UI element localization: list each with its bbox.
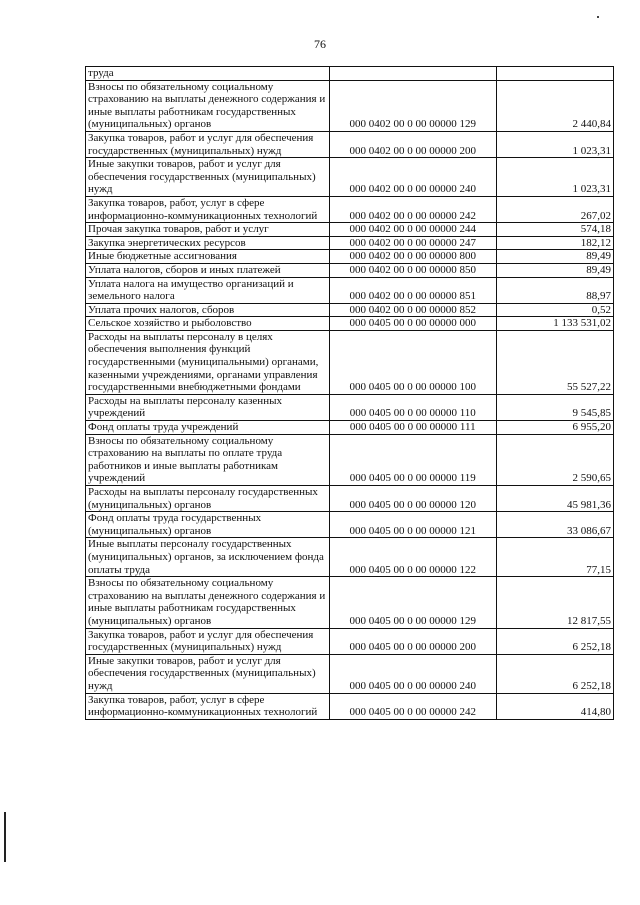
table-row [86,330,614,394]
budget-code-cell: 000 0405 00 0 00 00000 120 [329,486,496,512]
amount-cell: 45 981,36 [496,486,613,512]
expense-name-cell: Закупка товаров, работ, услуг в сфере информационно-коммуникационных технологий [86,693,330,719]
budget-code-cell: 000 0405 00 0 00 00000 122 [329,538,496,577]
budget-code-cell: 000 0405 00 0 00 00000 110 [329,394,496,420]
budget-code-cell [329,67,496,81]
table-row [86,250,614,264]
expense-name-cell: Расходы на выплаты персоналу казенных учреждений [86,394,330,420]
amount-cell: 55 527,22 [496,330,613,394]
expense-name-cell: Закупка товаров, работ, услуг в сфере информационно-коммуникационных технологий [86,196,330,222]
table-row [86,654,614,693]
amount-cell: 89,49 [496,263,613,277]
amount-cell: 0,52 [496,303,613,317]
budget-code-cell: 000 0405 00 0 00 00000 121 [329,512,496,538]
expense-name-cell: Иные выплаты персоналу государственных (муниципальных) органов, за исключением фонда оплаты труда [86,538,330,577]
budget-code-cell: 000 0405 00 0 00 00000 100 [329,330,496,394]
budget-code-cell: 000 0402 00 0 00 00000 244 [329,223,496,237]
table-row [86,236,614,250]
table-row [86,317,614,331]
table-row [86,80,614,131]
expense-name-cell: Закупка энергетических ресурсов [86,236,330,250]
amount-cell: 2 440,84 [496,80,613,131]
table-row [86,131,614,157]
expense-name-cell: Расходы на выплаты персоналу государственных (муниципальных) органов [86,486,330,512]
budget-table [85,66,614,720]
expense-name-cell: труда [86,67,330,81]
budget-code-cell: 000 0405 00 0 00 00000 200 [329,628,496,654]
budget-code-cell: 000 0405 00 0 00 00000 111 [329,421,496,435]
expense-name-cell: Сельское хозяйство и рыболовство [86,317,330,331]
budget-code-cell: 000 0405 00 0 00 00000 119 [329,434,496,485]
amount-cell: 6 955,20 [496,421,613,435]
table-row [86,486,614,512]
expense-name-cell: Иные закупки товаров, работ и услуг для обеспечения государственных (муниципальных) нужд [86,158,330,197]
budget-code-cell: 000 0402 00 0 00 00000 129 [329,80,496,131]
table-row [86,628,614,654]
expense-name-cell: Взносы по обязательному социальному страхованию на выплаты денежного содержания и иные выплаты работникам государственных (муниципальных) органов [86,80,330,131]
table-row [86,263,614,277]
budget-code-cell: 000 0402 00 0 00 00000 247 [329,236,496,250]
budget-code-cell: 000 0402 00 0 00 00000 240 [329,158,496,197]
table-row [86,223,614,237]
expense-name-cell: Иные бюджетные ассигнования [86,250,330,264]
budget-code-cell: 000 0405 00 0 00 00000 000 [329,317,496,331]
budget-code-cell: 000 0402 00 0 00 00000 852 [329,303,496,317]
amount-cell: 6 252,18 [496,654,613,693]
budget-code-cell: 000 0405 00 0 00 00000 240 [329,654,496,693]
table-row [86,693,614,719]
table-row [86,394,614,420]
amount-cell [496,67,613,81]
table-row [86,67,614,81]
table-row [86,512,614,538]
amount-cell: 2 590,65 [496,434,613,485]
expense-name-cell: Взносы по обязательному социальному страхованию на выплаты по оплате труда работников и иные выплаты работникам учреждений [86,434,330,485]
table-row [86,434,614,485]
expense-name-cell: Уплата налога на имущество организаций и земельного налога [86,277,330,303]
amount-cell: 574,18 [496,223,613,237]
budget-code-cell: 000 0402 00 0 00 00000 851 [329,277,496,303]
amount-cell: 414,80 [496,693,613,719]
budget-code-cell: 000 0402 00 0 00 00000 800 [329,250,496,264]
amount-cell: 1 023,31 [496,158,613,197]
table-row [86,277,614,303]
budget-code-cell: 000 0402 00 0 00 00000 242 [329,196,496,222]
expense-name-cell: Закупка товаров, работ и услуг для обеспечения государственных (муниципальных) нужд [86,131,330,157]
table-row [86,577,614,628]
amount-cell: 9 545,85 [496,394,613,420]
page-number: 76 [314,37,326,51]
budget-code-cell: 000 0405 00 0 00 00000 242 [329,693,496,719]
table-row [86,196,614,222]
budget-table-body [86,67,614,720]
table-row [86,538,614,577]
amount-cell: 6 252,18 [496,628,613,654]
expense-name-cell: Взносы по обязательному социальному страхованию на выплаты денежного содержания и иные выплаты работникам государственных (муниципальных) органов [86,577,330,628]
expense-name-cell: Расходы на выплаты персоналу в целях обеспечения выполнения функций государственными (муниципальными) органами, казенными учреждениями, органами управления государственными внебюджетными фондами [86,330,330,394]
expense-name-cell: Закупка товаров, работ и услуг для обеспечения государственных (муниципальных) нужд [86,628,330,654]
scan-edge-mark [4,812,6,862]
amount-cell: 1 133 531,02 [496,317,613,331]
table-row [86,421,614,435]
amount-cell: 1 023,31 [496,131,613,157]
amount-cell: 33 086,67 [496,512,613,538]
amount-cell: 12 817,55 [496,577,613,628]
scan-speck [597,16,599,18]
amount-cell: 77,15 [496,538,613,577]
table-row [86,158,614,197]
amount-cell: 89,49 [496,250,613,264]
expense-name-cell: Фонд оплаты труда государственных (муниципальных) органов [86,512,330,538]
amount-cell: 88,97 [496,277,613,303]
budget-code-cell: 000 0405 00 0 00 00000 129 [329,577,496,628]
amount-cell: 267,02 [496,196,613,222]
expense-name-cell: Иные закупки товаров, работ и услуг для обеспечения государственных (муниципальных) нужд [86,654,330,693]
expense-name-cell: Уплата прочих налогов, сборов [86,303,330,317]
budget-code-cell: 000 0402 00 0 00 00000 200 [329,131,496,157]
budget-code-cell: 000 0402 00 0 00 00000 850 [329,263,496,277]
expense-name-cell: Фонд оплаты труда учреждений [86,421,330,435]
amount-cell: 182,12 [496,236,613,250]
table-row [86,303,614,317]
expense-name-cell: Прочая закупка товаров, работ и услуг [86,223,330,237]
expense-name-cell: Уплата налогов, сборов и иных платежей [86,263,330,277]
